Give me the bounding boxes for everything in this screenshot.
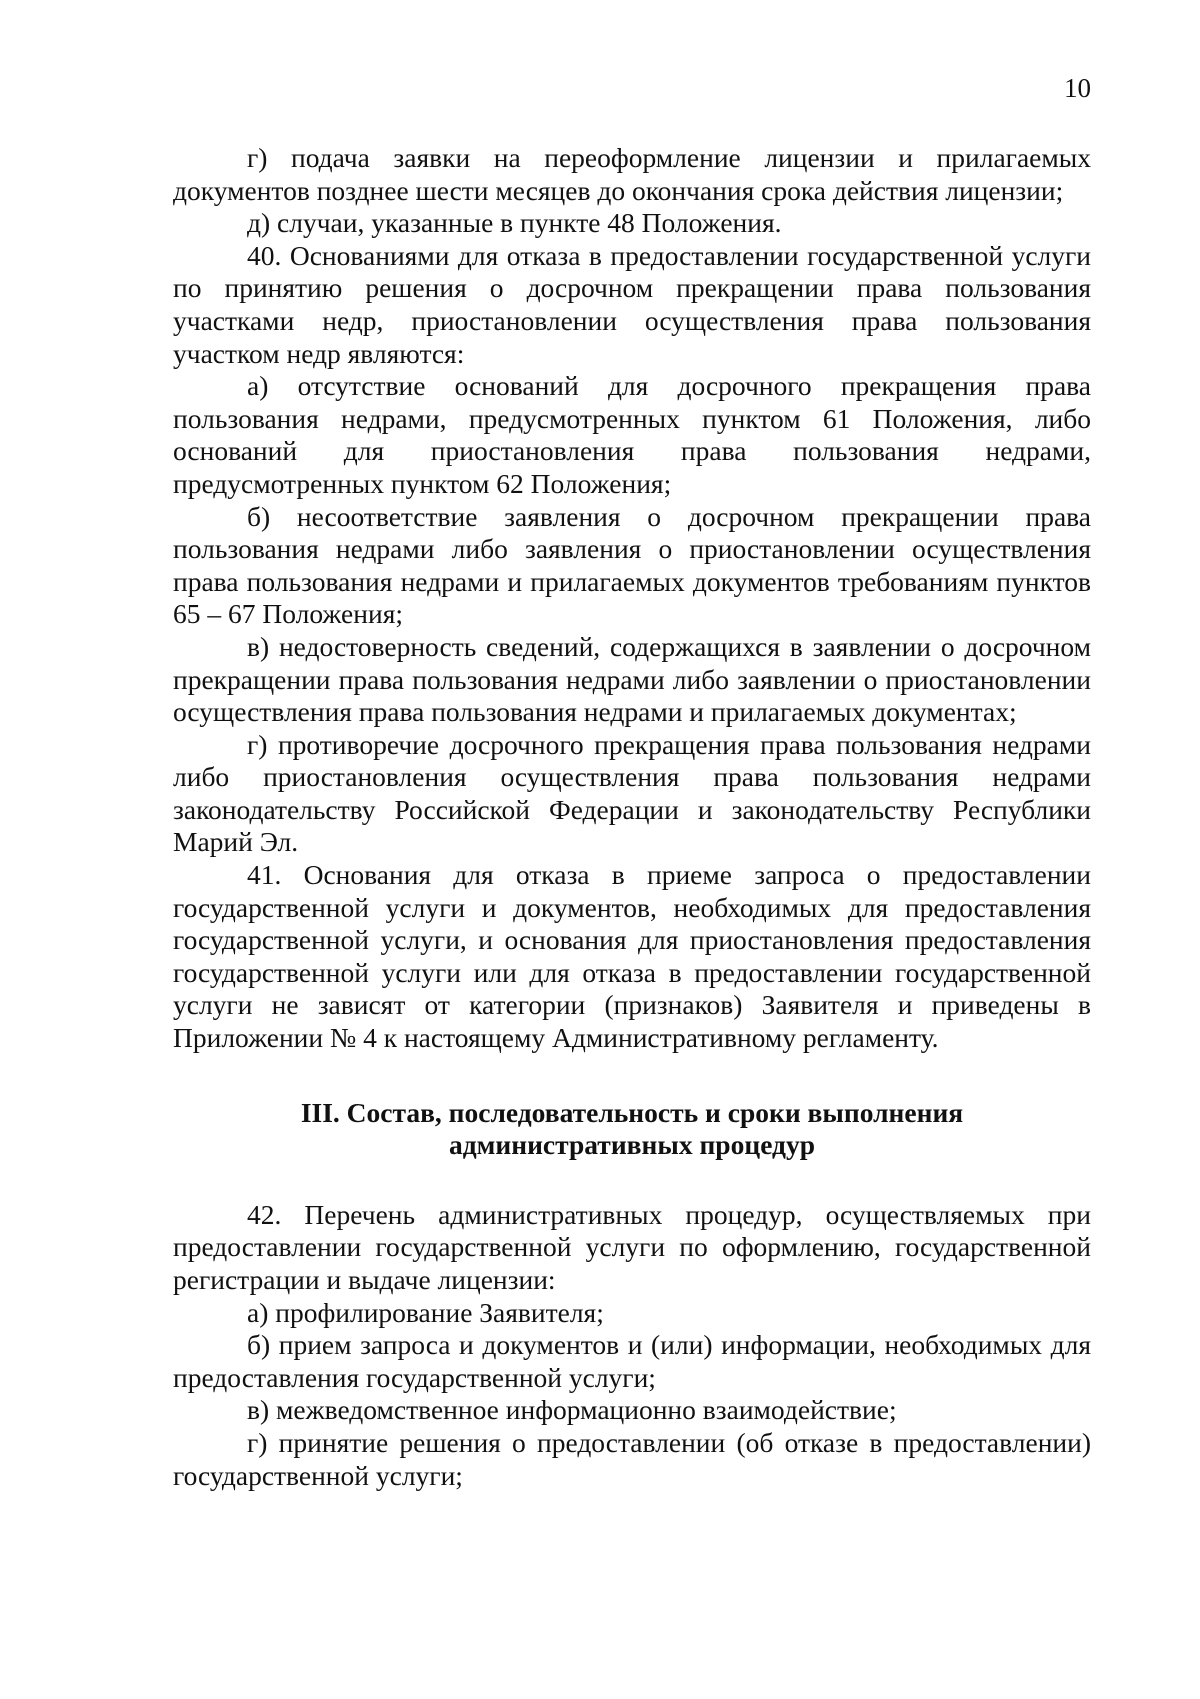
paragraph-40-item-b: б) несоответствие заявления о досрочном прекращении права пользования недрами либо заявления о приостановлении осуществления права пользования недрами и прилагаемых документов требованиям пунктов 65 – 67 Положения;: [173, 500, 1091, 630]
section-heading-line-1: III. Состав, последовательность и сроки выполнения: [300, 1096, 964, 1128]
paragraph-42: 42. Перечень административных процедур, осуществляемых при предоставлении государственной услуги по оформлению, государственной регистрации и выдаче лицензии:: [173, 1198, 1091, 1295]
paragraph-40-item-g: г) противоречие досрочного прекращения права пользования недрами либо приостановления осуществления права пользования недрами законодательству Российской Федерации и законодательству Республики Марий Эл.: [173, 728, 1091, 858]
paragraph-41: 41. Основания для отказа в приеме запроса о предоставлении государственной услуги и документов, необходимых для предоставления государственной услуги, и основания для приостановления предоставления государственной услуги или для отказа в предоставлении государственной услуги не зависят от категории (признаков) Заявителя и приведены в Приложении № 4 к настоящему Административному регламенту.: [173, 859, 1091, 1054]
paragraph-42-item-v: в) межведомственное информационно взаимодействие;: [247, 1394, 897, 1426]
paragraph-40: 40. Основаниями для отказа в предоставлении государственной услуги по принятию решения о досрочном прекращении права пользования участками недр, приостановлении осуществления права пользования участком недр являются:: [173, 239, 1091, 369]
section-heading-line-2: административных процедур: [449, 1129, 815, 1161]
paragraph-item-d-cases: д) случаи, указанные в пункте 48 Положения.: [247, 207, 782, 239]
paragraph-40-item-a: а) отсутствие оснований для досрочного прекращения права пользования недрами, предусмотренных пунктом 61 Положения, либо оснований для приостановления права пользования недрами, предусмотренных пунктом 62 Положения;: [173, 370, 1091, 499]
paragraph-42-item-g: г) принятие решения о предоставлении (об отказе в предоставлении) государственной услуги;: [173, 1426, 1091, 1491]
page-number: 10: [1064, 73, 1091, 103]
paragraph-42-item-b: б) прием запроса и документов и (или) информации, необходимых для предоставления государственной услуги;: [173, 1329, 1091, 1393]
paragraph-item-g-reissue: г) подача заявки на переоформление лицензии и прилагаемых документов позднее шести месяцев до окончания срока действия лицензии;: [173, 142, 1091, 206]
paragraph-42-item-a: а) профилирование Заявителя;: [247, 1296, 604, 1328]
section-heading: [173, 1097, 1091, 1162]
document-body: [173, 142, 1091, 1492]
paragraph-40-item-v: в) недостоверность сведений, содержащихся в заявлении о досрочном прекращении права пользования недрами либо заявлении о приостановлении осуществления права пользования недрами и прилагаемых документах;: [173, 630, 1091, 728]
